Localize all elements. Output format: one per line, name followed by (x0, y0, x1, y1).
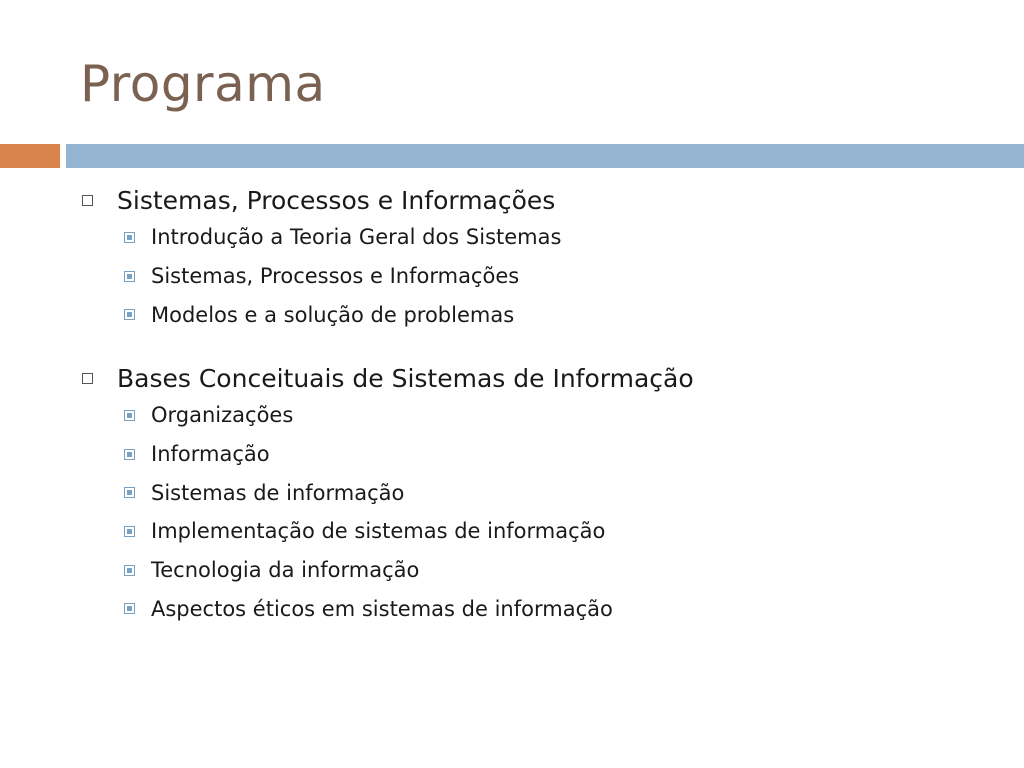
list-item (124, 590, 1002, 629)
list-item (124, 551, 1002, 590)
square-bullet-icon (124, 565, 135, 576)
list-item (124, 396, 1002, 435)
list-item-label: Tecnologia da informação (151, 558, 420, 583)
section-sistemas-processos (82, 182, 1002, 334)
bullet-level1 (82, 182, 1002, 218)
square-bullet-icon (124, 410, 135, 421)
list-item (124, 257, 1002, 296)
slide-title: Programa (80, 55, 326, 113)
list-item-label: Organizações (151, 403, 294, 428)
list-item (124, 512, 1002, 551)
section-heading: Bases Conceituais de Sistemas de Informação (117, 363, 694, 393)
section-bases-conceituais (82, 360, 1002, 628)
list-item (124, 295, 1002, 334)
hollow-square-bullet-icon (82, 373, 93, 384)
square-bullet-icon (124, 449, 135, 460)
slide-content (82, 182, 1002, 650)
square-bullet-icon (124, 309, 135, 320)
square-bullet-icon (124, 487, 135, 498)
sublist (82, 218, 1002, 334)
list-item (124, 218, 1002, 257)
square-bullet-icon (124, 603, 135, 614)
list-item-label: Modelos e a solução de problemas (151, 302, 515, 327)
bullet-level1 (82, 360, 1002, 396)
square-bullet-icon (124, 271, 135, 282)
accent-bar-orange (0, 144, 60, 168)
accent-bar-blue (66, 144, 1024, 168)
sublist (82, 396, 1002, 628)
list-item-label: Aspectos éticos em sistemas de informação (151, 596, 613, 621)
list-item-label: Sistemas de informação (151, 480, 405, 505)
square-bullet-icon (124, 232, 135, 243)
hollow-square-bullet-icon (82, 195, 93, 206)
list-item (124, 473, 1002, 512)
list-item-label: Introdução a Teoria Geral dos Sistemas (151, 225, 562, 250)
list-item-label: Informação (151, 442, 270, 467)
list-item-label: Sistemas, Processos e Informações (151, 264, 520, 289)
list-item (124, 435, 1002, 474)
section-heading: Sistemas, Processos e Informações (117, 185, 556, 215)
square-bullet-icon (124, 526, 135, 537)
list-item-label: Implementação de sistemas de informação (151, 519, 606, 544)
